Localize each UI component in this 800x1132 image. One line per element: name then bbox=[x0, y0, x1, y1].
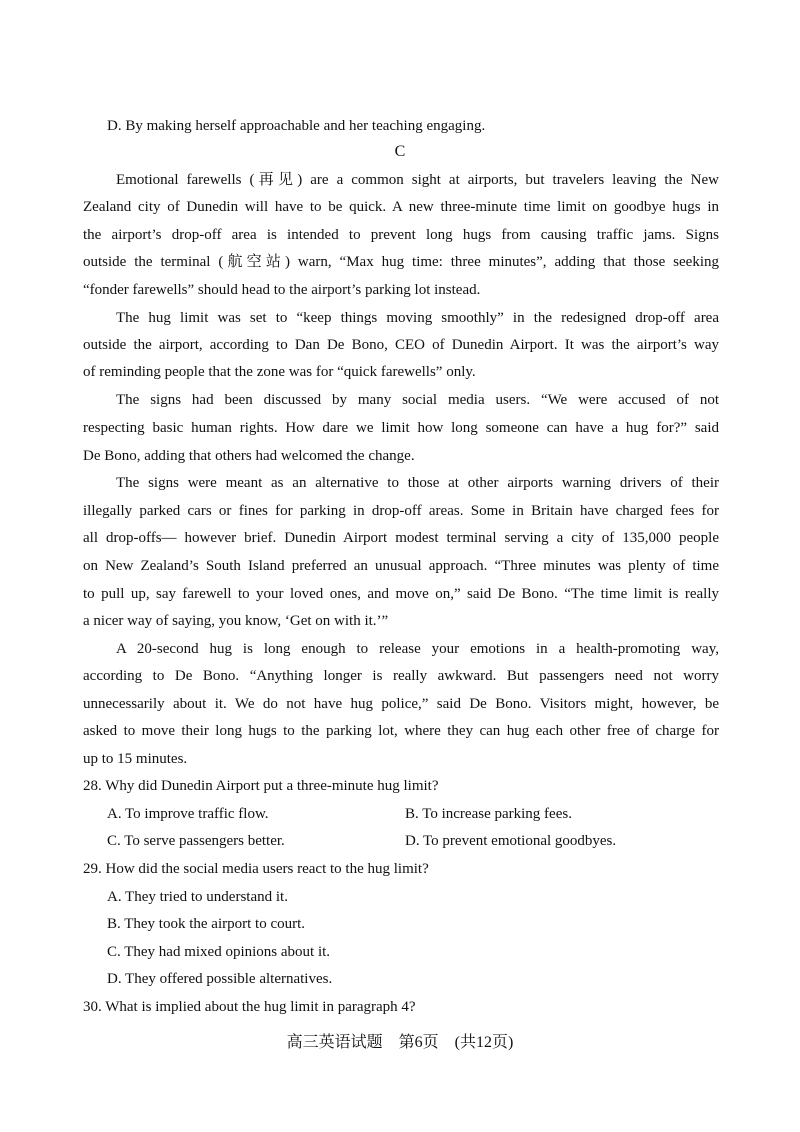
question-30-stem: 30. What is implied about the hug limit in paragraph 4? bbox=[83, 999, 416, 1015]
question-29-option-d[interactable]: D. They offered possible alternatives. bbox=[107, 971, 333, 987]
question-29-option-c[interactable]: C. They had mixed opinions about it. bbox=[107, 944, 331, 960]
question-28-stem: 28. Why did Dunedin Airport put a three-minute hug limit? bbox=[83, 778, 439, 794]
question-28-option-c[interactable]: C. To serve passengers better. bbox=[107, 833, 285, 849]
passage-line: up to 15 minutes. bbox=[83, 751, 188, 767]
passage-line: a nicer way of saying, you know, ‘Get on with it.’” bbox=[83, 613, 389, 629]
passage-line: outside the airport, according to Dan De Bono, CEO of Dunedin Airport. It was the airport’s way bbox=[83, 337, 719, 353]
passage-line: asked to move their long hugs to the parking lot, where they can hug each other free of charge for bbox=[83, 723, 719, 739]
passage-line: illegally parked cars or fines for parking in drop-off areas. Some in Britain have charged fees for bbox=[83, 503, 719, 519]
passage-line: The hug limit was set to “keep things moving smoothly” in the redesigned drop-off area bbox=[116, 310, 719, 326]
question-29-stem: 29. How did the social media users react to the hug limit? bbox=[83, 861, 429, 877]
question-29-option-a[interactable]: A. They tried to understand it. bbox=[107, 889, 288, 905]
question-28-option-b[interactable]: B. To increase parking fees. bbox=[405, 806, 572, 822]
section-letter: C bbox=[394, 143, 406, 160]
question-28-option-d[interactable]: D. To prevent emotional goodbyes. bbox=[405, 833, 617, 849]
question-29-option-b[interactable]: B. They took the airport to court. bbox=[107, 916, 306, 932]
passage-line: De Bono, adding that others had welcomed the change. bbox=[83, 448, 415, 464]
passage-line: unnecessarily about it. We do not have hug police,” said De Bono. Visitors might, however, be bbox=[83, 696, 719, 712]
prev-question-option-d: D. By making herself approachable and her teaching engaging. bbox=[107, 118, 486, 134]
passage-line: respecting basic human rights. How dare we limit how long someone can have a hug for?” said bbox=[83, 420, 719, 436]
passage-line: The signs were meant as an alternative to those at other airports warning drivers of their bbox=[116, 475, 719, 491]
passage-line: of reminding people that the zone was for “quick farewells” only. bbox=[83, 364, 476, 380]
passage-line: “fonder farewells” should head to the airport’s parking lot instead. bbox=[83, 282, 481, 298]
passage-line: according to De Bono. “Anything longer is really awkward. But passengers need not worry bbox=[83, 668, 719, 684]
passage-line: the airport’s drop-off area is intended to prevent long hugs from causing traffic jams. Signs bbox=[83, 227, 719, 243]
passage-line: on New Zealand’s South Island preferred an unusual approach. “Three minutes was plenty of time bbox=[83, 558, 719, 574]
page-footer: 高三英语试题 第6页 (共12页) bbox=[286, 1034, 514, 1051]
question-28-option-a[interactable]: A. To improve traffic flow. bbox=[107, 806, 269, 822]
passage-line: to pull up, say farewell to your loved ones, and move on,” said De Bono. “The time limit is really bbox=[83, 586, 719, 602]
passage-line: all drop-offs— however brief. Dunedin Airport modest terminal serving a city of 135,000 people bbox=[83, 530, 719, 546]
passage-line: outside the terminal (航空站) warn, “Max hug time: three minutes”, adding that those seeking bbox=[83, 254, 719, 270]
passage-line: Emotional farewells (再见) are a common sight at airports, but travelers leaving the New bbox=[116, 172, 719, 188]
passage-line: A 20-second hug is long enough to release your emotions in a health-promoting way, bbox=[116, 641, 719, 657]
passage-line: The signs had been discussed by many social media users. “We were accused of not bbox=[116, 392, 719, 408]
passage-line: Zealand city of Dunedin will have to be quick. A new three-minute time limit on goodbye hugs in bbox=[83, 199, 719, 215]
